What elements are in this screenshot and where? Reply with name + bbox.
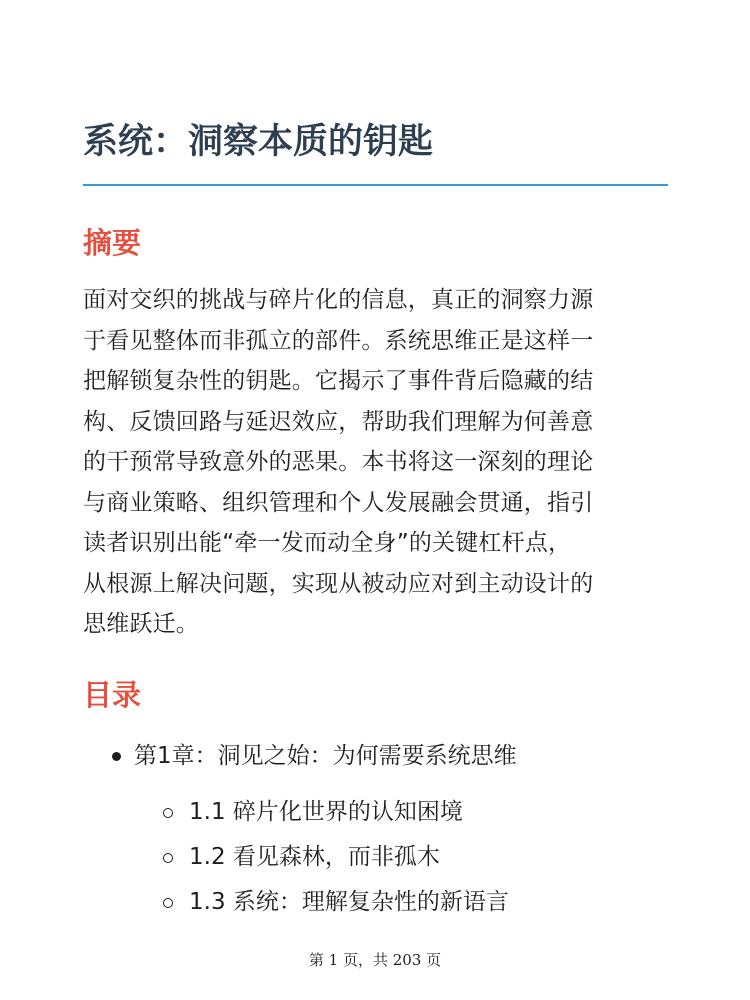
abstract-line: 思维跃迁。: [83, 611, 199, 637]
abstract-line: 构、反馈回路与延迟效应，帮助我们理解为何善意: [83, 408, 594, 435]
abstract-heading: 摘要: [83, 226, 142, 260]
abstract-line: 把解锁复杂性的钥匙。它揭示了事件背后隐藏的结: [83, 368, 594, 394]
page-number-footer: 第 1 页，共 203 页: [308, 951, 442, 969]
toc-section-1-3[interactable]: 1.3 系统：理解复杂性的新语言: [189, 889, 509, 915]
bullet-circle-icon: [163, 808, 173, 818]
bullet-circle-icon: [163, 853, 173, 863]
title-divider: [83, 184, 668, 186]
abstract-line: 从根源上解决问题，实现从被动应对到主动设计的: [83, 570, 594, 597]
bullet-disc-icon: [112, 752, 121, 761]
toc-section-1-1[interactable]: 1.1 碎片化世界的认知困境: [189, 799, 463, 825]
toc-section-1-2[interactable]: 1.2 看见森林，而非孤木: [189, 844, 440, 870]
toc-chapter-1[interactable]: 第1章：洞见之始：为何需要系统思维: [134, 743, 517, 769]
document-title: 系统：洞察本质的钥匙: [83, 122, 434, 162]
abstract-line: 面对交织的挑战与碎片化的信息，真正的洞察力源: [83, 287, 594, 313]
abstract-line: 的干预常导致意外的恶果。本书将这一深刻的理论: [83, 449, 594, 475]
abstract-paragraph: [83, 280, 675, 645]
abstract-line: 于看见整体而非孤立的部件。系统思维正是这样一: [83, 327, 594, 354]
toc-heading: 目录: [83, 678, 142, 712]
abstract-line: 与商业策略、组织管理和个人发展融会贯通，指引: [83, 489, 594, 516]
bullet-circle-icon: [163, 898, 173, 908]
abstract-line: 读者识别出能“牵一发而动全身”的关键杠杆点，: [83, 530, 572, 556]
